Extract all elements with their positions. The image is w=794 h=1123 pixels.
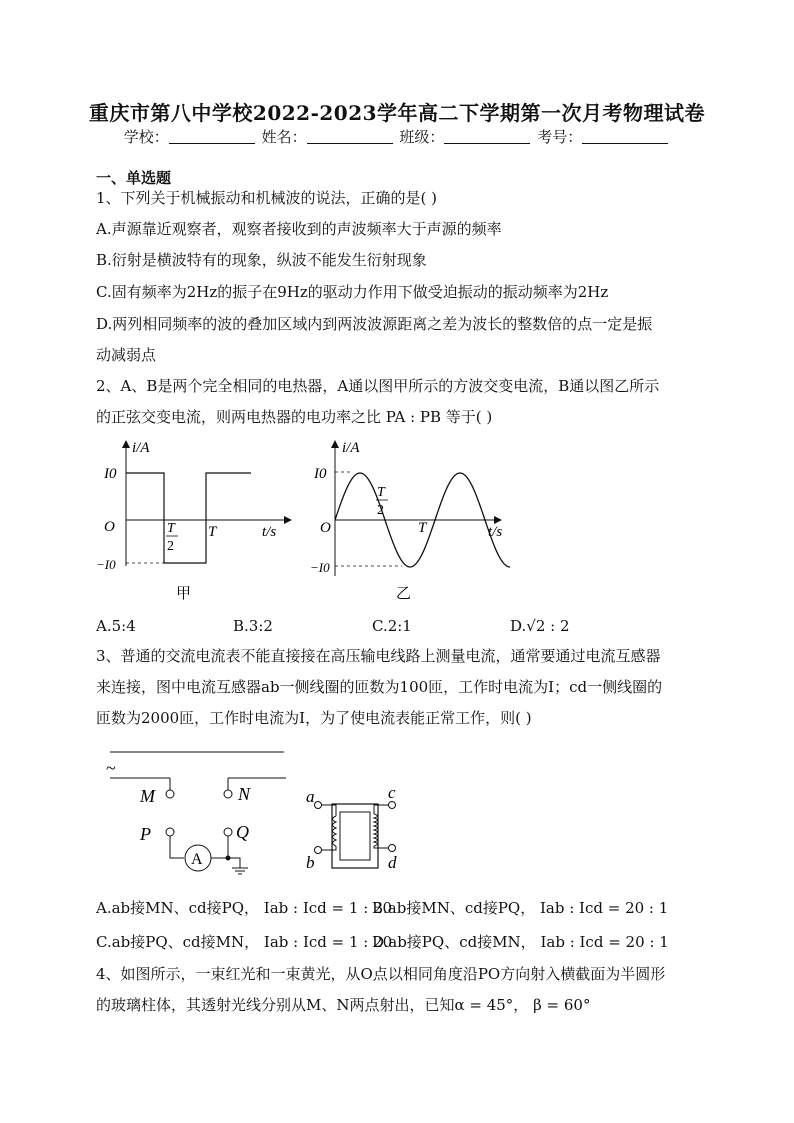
yi-halfT-den: 2 <box>377 503 384 518</box>
q2-stem-line1: 2、A、B是两个完全相同的电热器，A通以图甲所示的方波交变电流，B通以图乙所示 <box>96 377 660 395</box>
q2-option-a: A.5:4 <box>96 617 136 635</box>
q1-option-d-line1: D.两列相同频率的波的叠加区域内到两波波源距离之差为波长的整数倍的点一定是振 <box>96 315 653 333</box>
jia-negI0-label: −I0 <box>96 557 116 572</box>
exam-number-label: 考号： <box>537 128 583 146</box>
q1-option-c: C.固有频率为2Hz的振子在9Hz的驱动力作用下做受迫振动的振动频率为2Hz <box>96 283 609 301</box>
yi-halfT-num: T <box>377 485 385 500</box>
q2-option-c: C.2:1 <box>372 617 412 635</box>
school-label: 学校： <box>123 128 169 146</box>
jia-origin-label: O <box>104 519 115 535</box>
terminal-N: N <box>238 784 251 804</box>
figure-jia-square-wave <box>96 436 296 606</box>
class-blank <box>444 129 530 144</box>
name-label: 姓名： <box>261 128 307 146</box>
yi-axis-t-label: t/s <box>488 524 503 540</box>
ammeter-label: A <box>191 851 203 868</box>
class-label: 班级： <box>399 128 445 146</box>
yi-origin-label: O <box>320 520 331 536</box>
yi-I0-label: I0 <box>314 466 327 482</box>
jia-axis-t-label: t/s <box>262 524 277 540</box>
q3-stem-line3: 匝数为2000匝，工作时电流为I，为了使电流表能正常工作，则( ) <box>96 709 532 727</box>
q3-stem-line2: 来连接，图中电流互感器ab一侧线圈的匝数为100匝，工作时电流为I；cd一侧线圈的 <box>96 678 663 696</box>
q2-option-b: B.3:2 <box>233 617 273 635</box>
jia-axis-i-label: i/A <box>132 440 150 456</box>
paper-title: 重庆市第八中学校2022-2023学年高二下学期第一次月考物理试卷 <box>88 101 706 125</box>
q3-option-d: D.ab接PQ、cd接MN， Iab : Icd = 20 : 1 <box>372 933 669 951</box>
coil-terminal-d: d <box>388 853 397 872</box>
q2-option-d: D.√2 : 2 <box>510 617 570 635</box>
coil-terminal-c: c <box>388 783 396 802</box>
yi-T-label: T <box>418 520 427 536</box>
terminal-Q: Q <box>236 822 249 842</box>
q3-stem-line1: 3、普通的交流电流表不能直接接在高压输电线路上测量电流，通常要通过电流互感器 <box>96 647 661 665</box>
terminal-P: P <box>140 824 151 844</box>
q4-stem-line2: 的玻璃柱体，其透射光线分别从M、N两点射出，已知α = 45°， β = 60° <box>96 996 591 1014</box>
q1-option-a: A.声源靠近观察者，观察者接收到的声波频率大于声源的频率 <box>96 220 502 238</box>
yi-negI0-label: −I0 <box>310 560 330 575</box>
q3-option-c: C.ab接PQ、cd接MN， Iab : Icd = 1 : 20 <box>96 933 393 951</box>
jia-halfT-den: 2 <box>167 539 174 554</box>
figure-current-transformer <box>96 740 416 885</box>
q3-option-a: A.ab接MN、cd接PQ， Iab : Icd = 1 : 20 <box>96 899 393 917</box>
ac-symbol: ~ <box>106 758 116 778</box>
coil-terminal-a: a <box>306 787 315 806</box>
yi-axis-i-label: i/A <box>342 440 360 456</box>
q2-stem-line2: 的正弦交变电流，则两电热器的电功率之比 PA : PB 等于( ) <box>96 408 493 426</box>
jia-halfT-num: T <box>167 521 175 536</box>
q1-stem: 1、下列关于机械振动和机械波的说法，正确的是( ) <box>96 189 438 207</box>
figure-yi-sine-wave <box>310 436 520 606</box>
figure-jia-caption: 甲 <box>176 586 192 602</box>
student-info-row <box>0 126 794 147</box>
jia-I0-label: I0 <box>104 466 117 482</box>
q1-option-b: B.衍射是横波特有的现象，纵波不能发生衍射现象 <box>96 251 427 269</box>
q3-option-b: B.ab接MN、cd接PQ， Iab : Icd = 20 : 1 <box>372 899 669 917</box>
exam-number-blank <box>582 129 668 144</box>
figure-yi-caption: 乙 <box>396 586 412 602</box>
school-blank <box>169 129 255 144</box>
section-heading: 一、单选题 <box>96 169 172 187</box>
name-blank <box>307 129 393 144</box>
q1-option-d-line2: 动减弱点 <box>96 346 157 364</box>
q4-stem-line1: 4、如图所示，一束红光和一束黄光，从O点以相同角度沿PO方向射入横截面为半圆形 <box>96 965 666 983</box>
coil-terminal-b: b <box>306 853 315 872</box>
jia-T-label: T <box>208 524 217 540</box>
terminal-M: M <box>140 786 155 806</box>
